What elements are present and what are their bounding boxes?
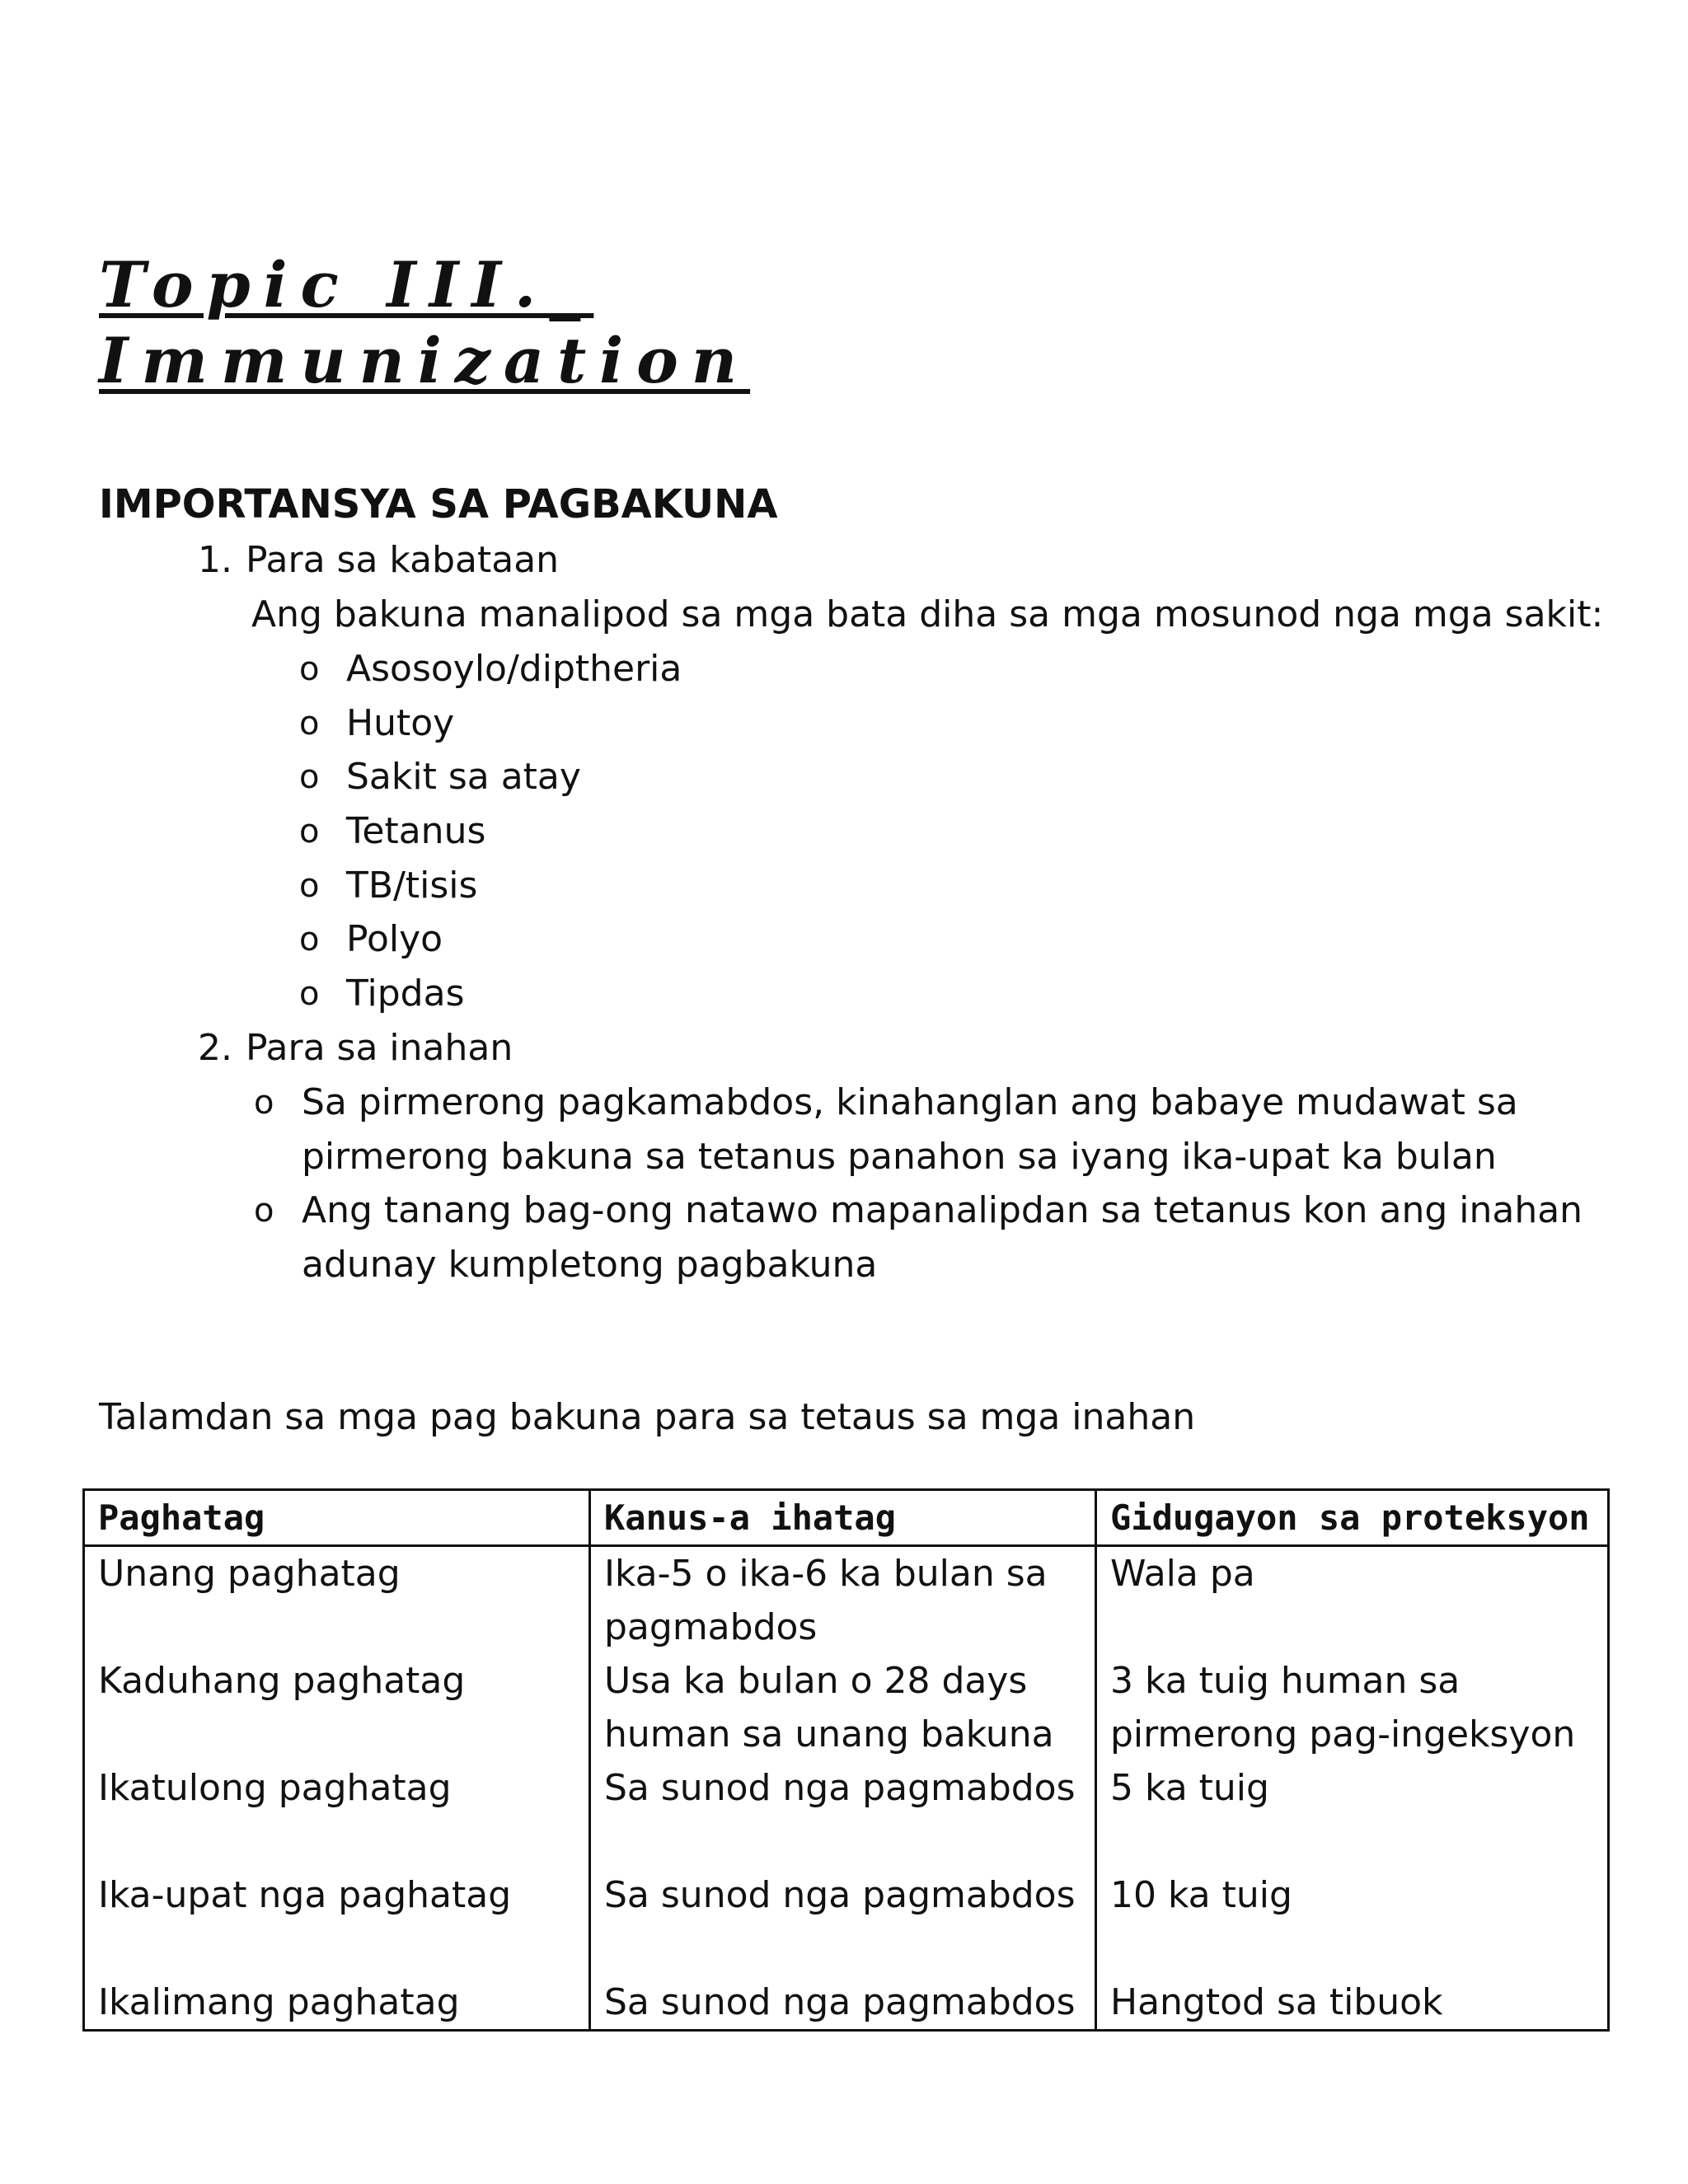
table-caption: Talamdan sa mga pag bakuna para sa tetaus sa mga inahan xyxy=(99,1396,1196,1438)
mother-point-line: adunay kumpletong pagbakuna xyxy=(302,1244,878,1286)
disease-item: Polyo xyxy=(346,918,443,960)
bullet-marker: o xyxy=(299,813,320,851)
cell-dose: Unang paghatag xyxy=(84,1546,590,1655)
bullet-marker: o xyxy=(254,1084,274,1122)
cell-dose: Ika-upat nga paghatag xyxy=(84,1868,590,1975)
section-heading: IMPORTANSYA SA PAGBAKUNA xyxy=(99,481,778,527)
bullet-marker: o xyxy=(299,975,320,1013)
topic-title: Topic III._ Immunization xyxy=(99,248,751,397)
cell-when: Usa ka bulan o 28 days human sa unang bakuna xyxy=(590,1654,1096,1761)
header-dose: Paghatag xyxy=(84,1490,590,1546)
cell-protection: 5 ka tuig xyxy=(1096,1761,1609,1868)
disease-item: Hutoy xyxy=(346,702,455,744)
mother-point-line: pirmerong bakuna sa tetanus panahon sa iyang ika-upat ka bulan xyxy=(302,1136,1497,1178)
list-number-1: 1. xyxy=(198,539,232,581)
list-item-intro: Ang bakuna manalipod sa mga bata diha sa mga mosunod nga mga sakit: xyxy=(251,593,1604,635)
disease-item: Tetanus xyxy=(346,810,486,852)
bullet-marker: o xyxy=(254,1192,274,1230)
mother-point-line: Ang tanang bag-ong natawo mapanalipdan sa tetanus kon ang inahan xyxy=(302,1189,1583,1231)
disease-item: Asosoylo/diptheria xyxy=(346,648,682,690)
disease-item: Tipdas xyxy=(346,972,465,1015)
cell-protection: Wala pa xyxy=(1096,1546,1609,1655)
header-protection: Gidugayon sa proteksyon xyxy=(1096,1490,1609,1546)
cell-protection: 3 ka tuig human sa pirmerong pag-ingeksyon xyxy=(1096,1654,1609,1761)
disease-item: Sakit sa atay xyxy=(346,756,581,798)
cell-protection: Hangtod sa tibuok xyxy=(1096,1975,1609,2031)
cell-when: Ika-5 o ika-6 ka bulan sa pagmabdos xyxy=(590,1546,1096,1655)
cell-when: Sa sunod nga pagmabdos xyxy=(590,1868,1096,1975)
table-row xyxy=(84,1546,1609,1655)
bullet-marker: o xyxy=(299,867,320,905)
bullet-marker: o xyxy=(299,758,320,796)
cell-when: Sa sunod nga pagmabdos xyxy=(590,1761,1096,1868)
bullet-marker: o xyxy=(299,705,320,743)
table-row xyxy=(84,1761,1609,1868)
table-header-row xyxy=(84,1490,1609,1546)
disease-item: TB/tisis xyxy=(346,865,478,907)
cell-protection: 10 ka tuig xyxy=(1096,1868,1609,1975)
table-row xyxy=(84,1654,1609,1761)
cell-when: Sa sunod nga pagmabdos xyxy=(590,1975,1096,2031)
vaccination-schedule-table xyxy=(82,1488,1610,2032)
bullet-marker: o xyxy=(299,650,320,688)
header-when: Kanus-a ihatag xyxy=(590,1490,1096,1546)
cell-dose: Kaduhang paghatag xyxy=(84,1654,590,1761)
cell-dose: Ikatulong paghatag xyxy=(84,1761,590,1868)
table-row xyxy=(84,1975,1609,2031)
list-number-2: 2. xyxy=(198,1027,232,1069)
list-item-label-1: Para sa kabataan xyxy=(246,539,560,581)
mother-point-line: Sa pirmerong pagkamabdos, kinahanglan ang babaye mudawat sa xyxy=(302,1081,1518,1123)
cell-dose: Ikalimang paghatag xyxy=(84,1975,590,2031)
table-row xyxy=(84,1868,1609,1975)
list-item-label-2: Para sa inahan xyxy=(246,1027,513,1069)
bullet-marker: o xyxy=(299,921,320,958)
